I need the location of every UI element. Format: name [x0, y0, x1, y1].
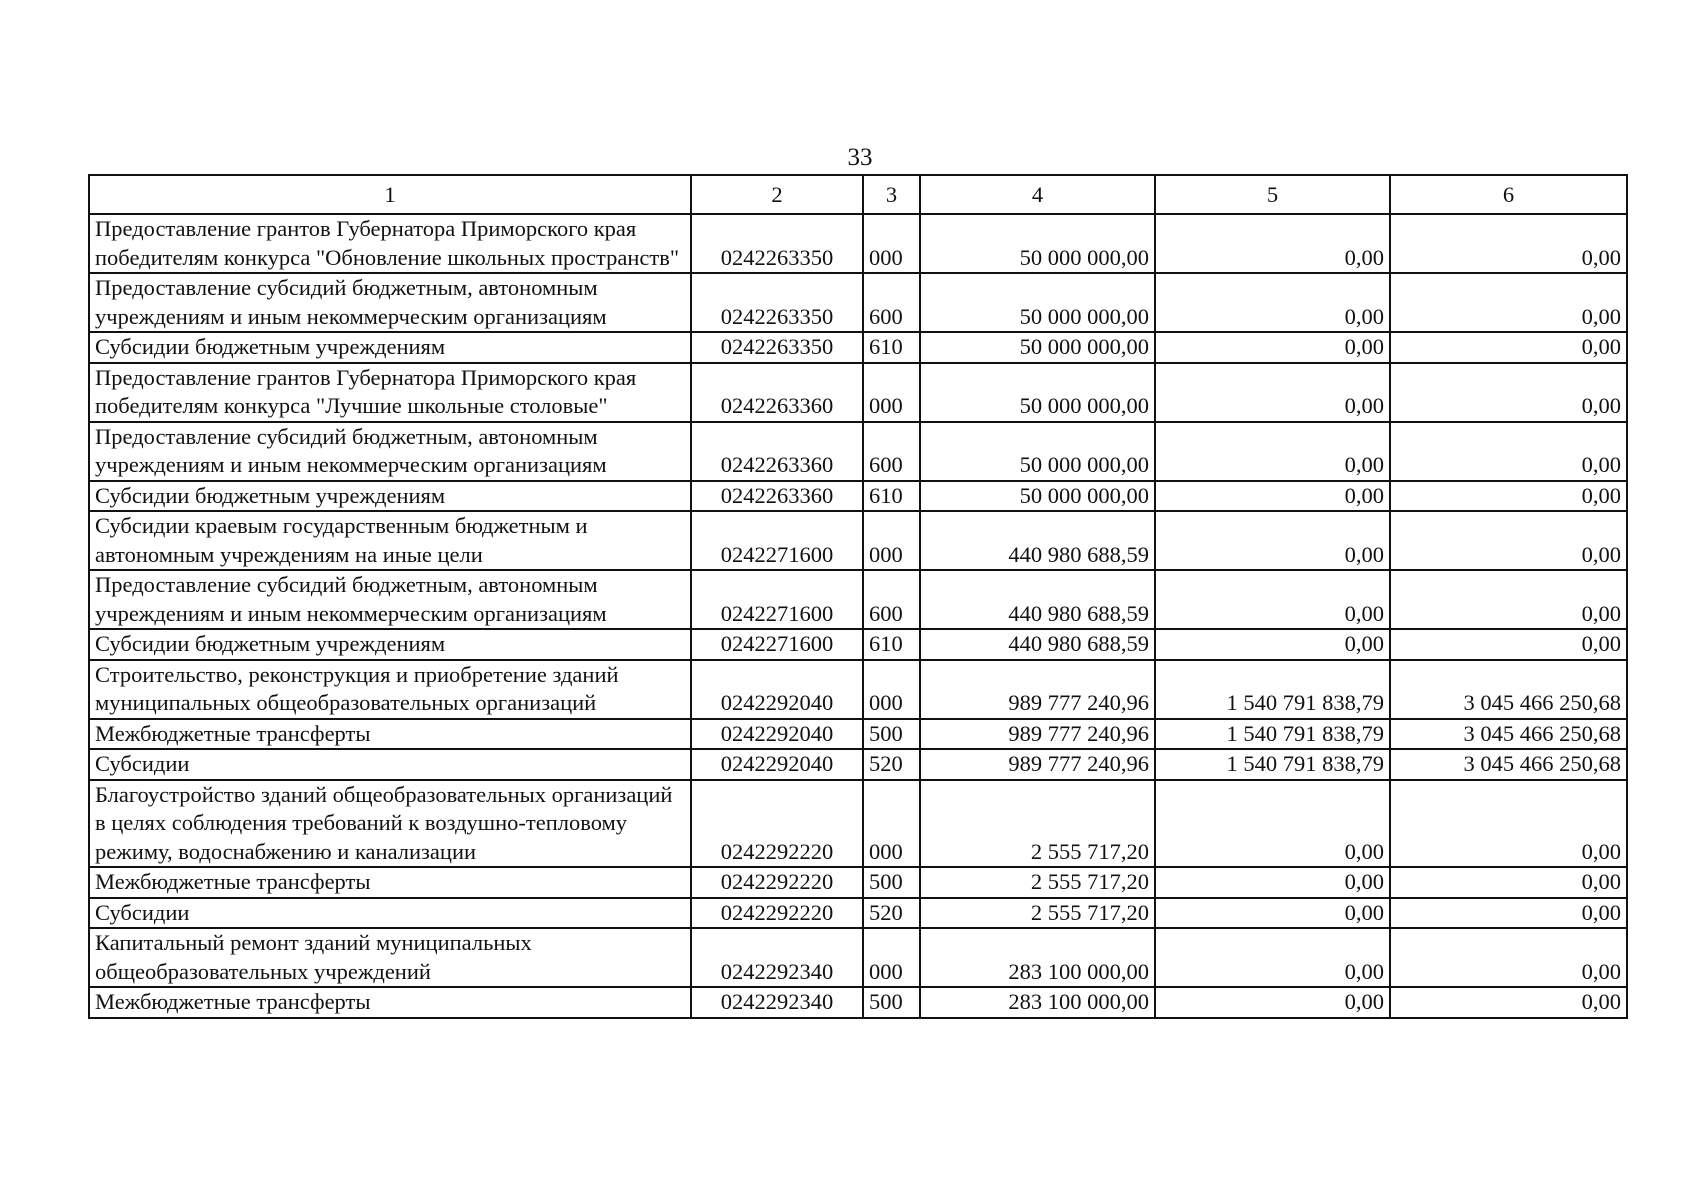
row-name-cell: Межбюджетные трансферты — [89, 987, 691, 1018]
amount-col6-cell: 0,00 — [1390, 332, 1627, 363]
table-row — [89, 749, 1627, 780]
column-header-1: 1 — [89, 175, 691, 214]
row-name-cell: Субсидии — [89, 749, 691, 780]
amount-col6-cell: 0,00 — [1390, 629, 1627, 660]
amount-col5-cell: 0,00 — [1155, 511, 1390, 570]
expense-type-code-cell: 520 — [863, 898, 920, 929]
target-article-code-cell: 0242263350 — [691, 273, 863, 332]
table-row — [89, 898, 1627, 929]
target-article-code-cell: 0242271600 — [691, 570, 863, 629]
amount-col5-cell: 0,00 — [1155, 780, 1390, 868]
amount-col6-cell: 3 045 466 250,68 — [1390, 660, 1627, 719]
amount-col6-cell: 0,00 — [1390, 898, 1627, 929]
amount-col5-cell: 0,00 — [1155, 867, 1390, 898]
amount-col5-cell: 0,00 — [1155, 629, 1390, 660]
expense-type-code-cell: 600 — [863, 422, 920, 481]
amount-col4-cell: 50 000 000,00 — [920, 363, 1155, 422]
column-header-6: 6 — [1390, 175, 1627, 214]
expense-type-code-cell: 500 — [863, 867, 920, 898]
target-article-code-cell: 0242292220 — [691, 898, 863, 929]
column-header-4: 4 — [920, 175, 1155, 214]
target-article-code-cell: 0242292040 — [691, 749, 863, 780]
amount-col4-cell: 50 000 000,00 — [920, 481, 1155, 512]
table-row — [89, 273, 1627, 332]
target-article-code-cell: 0242263360 — [691, 481, 863, 512]
table-row — [89, 332, 1627, 363]
amount-col4-cell: 440 980 688,59 — [920, 629, 1155, 660]
row-name-cell: Строительство, реконструкция и приобретение зданий муниципальных общеобразовательных организаций — [89, 660, 691, 719]
expense-type-code-cell: 500 — [863, 719, 920, 750]
amount-col6-cell: 3 045 466 250,68 — [1390, 749, 1627, 780]
amount-col4-cell: 283 100 000,00 — [920, 928, 1155, 987]
amount-col4-cell: 989 777 240,96 — [920, 719, 1155, 750]
row-name-cell: Предоставление грантов Губернатора Приморского края победителям конкурса "Обновление школьных пространств" — [89, 214, 691, 273]
column-header-5: 5 — [1155, 175, 1390, 214]
amount-col5-cell: 0,00 — [1155, 987, 1390, 1018]
column-header-3: 3 — [863, 175, 920, 214]
expense-type-code-cell: 610 — [863, 481, 920, 512]
row-name-cell: Предоставление субсидий бюджетным, автономным учреждениям и иным некоммерческим организациям — [89, 422, 691, 481]
amount-col6-cell: 0,00 — [1390, 780, 1627, 868]
page-number: 33 — [847, 144, 873, 171]
amount-col6-cell: 0,00 — [1390, 481, 1627, 512]
amount-col4-cell: 50 000 000,00 — [920, 273, 1155, 332]
table-row — [89, 928, 1627, 987]
row-name-cell: Капитальный ремонт зданий муниципальных общеобразовательных учреждений — [89, 928, 691, 987]
amount-col6-cell: 0,00 — [1390, 363, 1627, 422]
header-row — [89, 175, 1627, 214]
expense-type-code-cell: 000 — [863, 511, 920, 570]
amount-col4-cell: 50 000 000,00 — [920, 214, 1155, 273]
target-article-code-cell: 0242263360 — [691, 422, 863, 481]
row-name-cell: Межбюджетные трансферты — [89, 719, 691, 750]
table-row — [89, 363, 1627, 422]
amount-col4-cell: 989 777 240,96 — [920, 749, 1155, 780]
row-name-cell: Благоустройство зданий общеобразовательных организаций в целях соблюдения требований к воздушно-тепловому режиму, водоснабжению и канализации — [89, 780, 691, 868]
amount-col5-cell: 0,00 — [1155, 570, 1390, 629]
table-row — [89, 719, 1627, 750]
amount-col4-cell: 989 777 240,96 — [920, 660, 1155, 719]
amount-col4-cell: 2 555 717,20 — [920, 780, 1155, 868]
table-row — [89, 511, 1627, 570]
row-name-cell: Субсидии краевым государственным бюджетным и автономным учреждениям на иные цели — [89, 511, 691, 570]
table-row — [89, 780, 1627, 868]
expense-type-code-cell: 610 — [863, 332, 920, 363]
table-row — [89, 867, 1627, 898]
amount-col5-cell: 1 540 791 838,79 — [1155, 749, 1390, 780]
row-name-cell: Предоставление грантов Губернатора Приморского края победителям конкурса "Лучшие школьные столовые" — [89, 363, 691, 422]
row-name-cell: Межбюджетные трансферты — [89, 867, 691, 898]
target-article-code-cell: 0242292040 — [691, 719, 863, 750]
amount-col4-cell: 50 000 000,00 — [920, 332, 1155, 363]
amount-col6-cell: 3 045 466 250,68 — [1390, 719, 1627, 750]
amount-col5-cell: 0,00 — [1155, 332, 1390, 363]
row-name-cell: Предоставление субсидий бюджетным, автономным учреждениям и иным некоммерческим организациям — [89, 273, 691, 332]
amount-col4-cell: 50 000 000,00 — [920, 422, 1155, 481]
table-row — [89, 481, 1627, 512]
expense-type-code-cell: 000 — [863, 780, 920, 868]
amount-col6-cell: 0,00 — [1390, 987, 1627, 1018]
expense-type-code-cell: 600 — [863, 273, 920, 332]
amount-col5-cell: 0,00 — [1155, 898, 1390, 929]
target-article-code-cell: 0242271600 — [691, 629, 863, 660]
amount-col6-cell: 0,00 — [1390, 422, 1627, 481]
expense-type-code-cell: 000 — [863, 928, 920, 987]
target-article-code-cell: 0242263350 — [691, 332, 863, 363]
amount-col6-cell: 0,00 — [1390, 273, 1627, 332]
amount-col4-cell: 283 100 000,00 — [920, 987, 1155, 1018]
budget-table — [88, 174, 1628, 1019]
target-article-code-cell: 0242292340 — [691, 987, 863, 1018]
amount-col6-cell: 0,00 — [1390, 570, 1627, 629]
amount-col6-cell: 0,00 — [1390, 867, 1627, 898]
expense-type-code-cell: 610 — [863, 629, 920, 660]
amount-col5-cell: 1 540 791 838,79 — [1155, 719, 1390, 750]
amount-col6-cell: 0,00 — [1390, 928, 1627, 987]
expense-type-code-cell: 000 — [863, 660, 920, 719]
target-article-code-cell: 0242292220 — [691, 780, 863, 868]
amount-col4-cell: 2 555 717,20 — [920, 898, 1155, 929]
expense-type-code-cell: 000 — [863, 214, 920, 273]
table-row — [89, 987, 1627, 1018]
target-article-code-cell: 0242292220 — [691, 867, 863, 898]
amount-col5-cell: 0,00 — [1155, 273, 1390, 332]
expense-type-code-cell: 520 — [863, 749, 920, 780]
target-article-code-cell: 0242263350 — [691, 214, 863, 273]
table-row — [89, 629, 1627, 660]
amount-col5-cell: 0,00 — [1155, 481, 1390, 512]
expense-type-code-cell: 000 — [863, 363, 920, 422]
row-name-cell: Субсидии бюджетным учреждениям — [89, 629, 691, 660]
amount-col4-cell: 440 980 688,59 — [920, 570, 1155, 629]
row-name-cell: Субсидии бюджетным учреждениям — [89, 332, 691, 363]
target-article-code-cell: 0242292040 — [691, 660, 863, 719]
amount-col5-cell: 0,00 — [1155, 422, 1390, 481]
column-header-2: 2 — [691, 175, 863, 214]
table-body — [89, 214, 1627, 1018]
target-article-code-cell: 0242271600 — [691, 511, 863, 570]
expense-type-code-cell: 600 — [863, 570, 920, 629]
table-row — [89, 570, 1627, 629]
table-row — [89, 422, 1627, 481]
amount-col5-cell: 0,00 — [1155, 214, 1390, 273]
row-name-cell: Предоставление субсидий бюджетным, автономным учреждениям и иным некоммерческим организациям — [89, 570, 691, 629]
row-name-cell: Субсидии бюджетным учреждениям — [89, 481, 691, 512]
amount-col5-cell: 0,00 — [1155, 928, 1390, 987]
amount-col5-cell: 0,00 — [1155, 363, 1390, 422]
target-article-code-cell: 0242292340 — [691, 928, 863, 987]
row-name-cell: Субсидии — [89, 898, 691, 929]
amount-col6-cell: 0,00 — [1390, 214, 1627, 273]
table-row — [89, 214, 1627, 273]
expense-type-code-cell: 500 — [863, 987, 920, 1018]
amount-col4-cell: 2 555 717,20 — [920, 867, 1155, 898]
amount-col4-cell: 440 980 688,59 — [920, 511, 1155, 570]
target-article-code-cell: 0242263360 — [691, 363, 863, 422]
amount-col5-cell: 1 540 791 838,79 — [1155, 660, 1390, 719]
table-row — [89, 660, 1627, 719]
amount-col6-cell: 0,00 — [1390, 511, 1627, 570]
